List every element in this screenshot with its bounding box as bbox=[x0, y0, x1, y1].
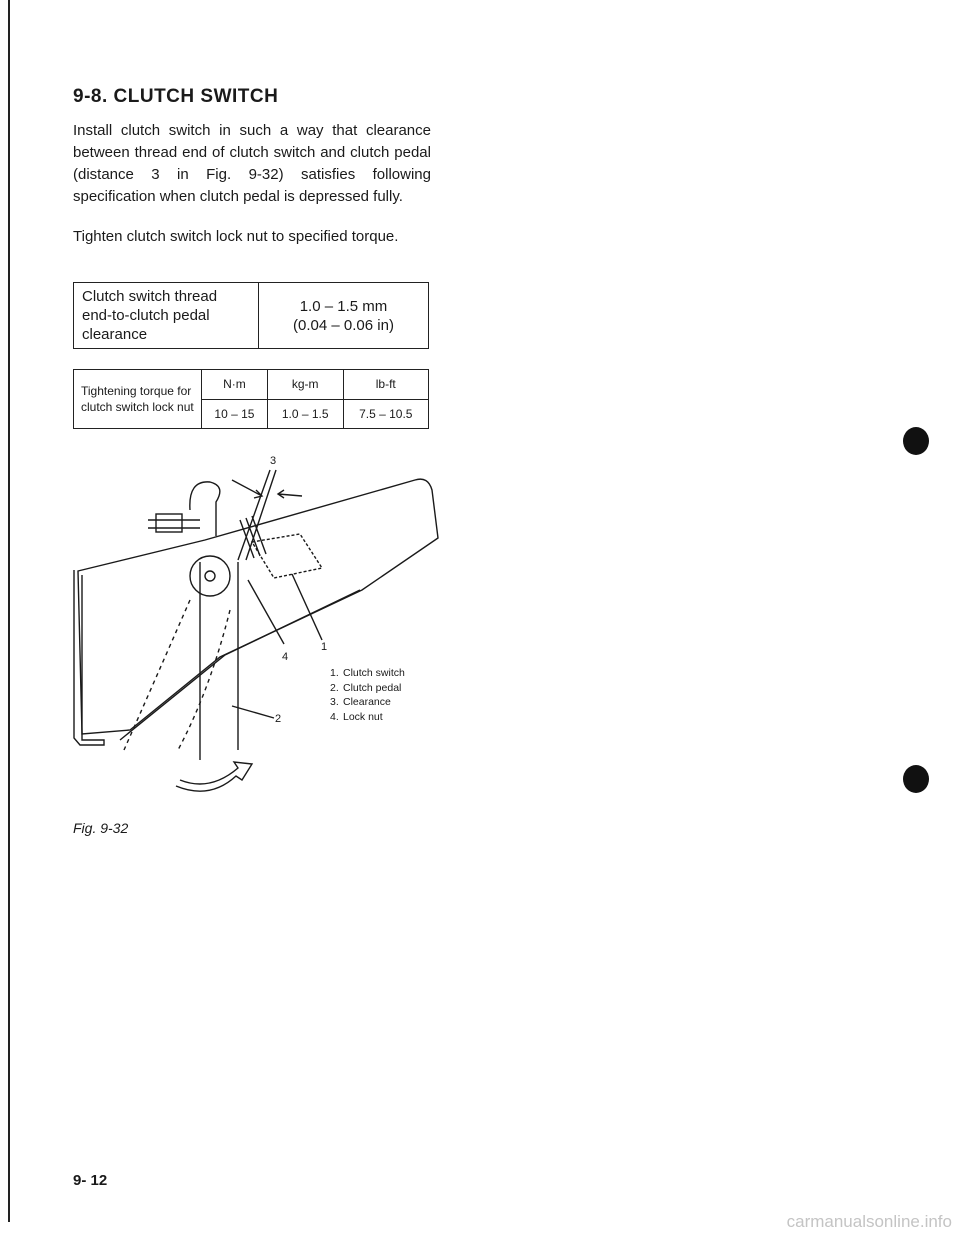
legend-item bbox=[330, 666, 405, 681]
pedal-pivot bbox=[190, 556, 230, 596]
margin-dot-marker bbox=[903, 427, 929, 455]
torque-header-nm: N·m bbox=[202, 370, 268, 400]
pedal-arm bbox=[200, 562, 238, 760]
instruction-paragraph-1: Install clutch switch in such a way that clearance between thread end of clutch switch and clutch pedal (distance 3 in Fig. 9-32) satisfies following specification when clutch pedal is depressed fully. bbox=[73, 122, 431, 205]
torque-value-nm: 10 – 15 bbox=[202, 399, 268, 429]
torque-value-kgm: 1.0 – 1.5 bbox=[267, 399, 343, 429]
figure-caption: Fig. 9-32 bbox=[73, 820, 129, 836]
legend-item bbox=[330, 710, 405, 725]
page-binding-line bbox=[8, 0, 10, 1222]
legend-item bbox=[330, 681, 405, 696]
watermark: carmanualsonline.info bbox=[786, 1212, 952, 1231]
torque-value-lbft: 7.5 – 10.5 bbox=[343, 399, 428, 429]
page-number: 9- 12 bbox=[73, 1172, 108, 1189]
legend-label: Lock nut bbox=[343, 710, 383, 723]
clearance-spec-table bbox=[73, 282, 429, 349]
clearance-value-in: (0.04 – 0.06 in) bbox=[293, 316, 394, 334]
legend-item bbox=[330, 695, 405, 710]
legend-num: 1. bbox=[330, 667, 339, 679]
legend-label: Clutch switch bbox=[343, 667, 405, 679]
callout-3: 3 bbox=[270, 455, 277, 467]
clutch-switch-body bbox=[252, 534, 322, 578]
pedal-motion-arrow bbox=[176, 762, 252, 791]
clearance-value-mm: 1.0 – 1.5 mm bbox=[299, 297, 388, 315]
callout-4: 4 bbox=[282, 651, 289, 663]
torque-label: Tightening torque for clutch switch lock nut bbox=[74, 370, 202, 429]
clearance-value-cell bbox=[259, 283, 429, 349]
pedal-pivot-bolt bbox=[205, 571, 215, 581]
instruction-paragraph-2: Tighten clutch switch lock nut to specified torque. bbox=[73, 228, 399, 245]
legend-label: Clearance bbox=[343, 696, 391, 708]
torque-header-kgm: kg-m bbox=[267, 370, 343, 400]
callout-leader-1 bbox=[292, 574, 322, 640]
clearance-label: Clutch switch thread end-to-clutch pedal clearance bbox=[74, 283, 259, 349]
lock-nut-block bbox=[156, 514, 182, 532]
bracket-inner-edge bbox=[120, 590, 360, 740]
legend-num: 2. bbox=[330, 681, 339, 694]
clearance-arrow-left bbox=[232, 480, 262, 498]
torque-spec-table bbox=[73, 369, 429, 429]
callout-1: 1 bbox=[321, 641, 328, 653]
legend-label: Clutch pedal bbox=[343, 681, 402, 694]
legend-num: 3. bbox=[330, 696, 339, 708]
clutch-switch-illustration bbox=[60, 450, 440, 800]
callout-leader-4 bbox=[248, 580, 284, 644]
callout-2: 2 bbox=[275, 713, 282, 725]
clutch-switch-figure bbox=[60, 450, 440, 800]
legend-num: 4. bbox=[330, 710, 339, 723]
figure-legend bbox=[330, 666, 405, 724]
torque-header-lbft: lb-ft bbox=[343, 370, 428, 400]
section-title: 9-8. CLUTCH SWITCH bbox=[73, 86, 279, 107]
clearance-arrow-right bbox=[278, 490, 302, 498]
pedal-swing-path-2 bbox=[178, 610, 230, 750]
pedal-swing-path bbox=[124, 600, 190, 750]
margin-dot-marker bbox=[903, 765, 929, 793]
